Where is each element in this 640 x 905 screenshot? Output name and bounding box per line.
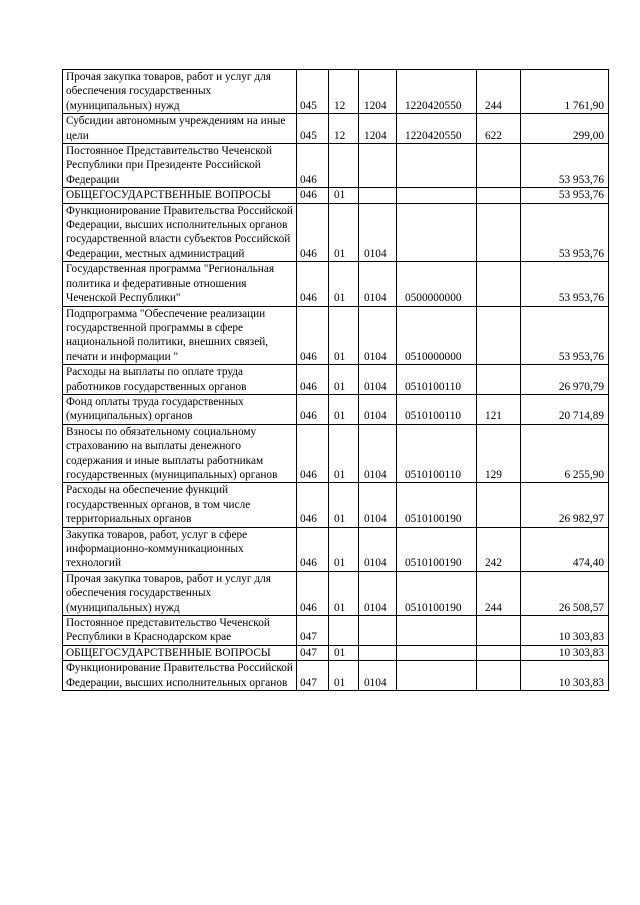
row-grbs-code: 046 — [297, 188, 329, 203]
table-row — [63, 424, 609, 483]
row-subsection-code: 0104 — [359, 424, 397, 483]
row-amount: 53 953,76 — [521, 144, 609, 188]
row-expense-type-code — [477, 483, 521, 527]
row-target-code: 0510100190 — [397, 483, 477, 527]
row-section-code: 01 — [329, 306, 359, 365]
row-amount: 299,00 — [521, 114, 609, 144]
table-row — [63, 365, 609, 395]
row-description: Функционирование Правительства Российской Федерации, высших исполнительных органов государственной власти субъектов Российской Федерации, местных администраций — [63, 203, 297, 262]
row-section-code: 01 — [329, 203, 359, 262]
row-section-code: 01 — [329, 424, 359, 483]
row-section-code — [329, 616, 359, 646]
table-row — [63, 70, 609, 114]
row-expense-type-code: 622 — [477, 114, 521, 144]
row-expense-type-code — [477, 661, 521, 691]
row-target-code: 1220420550 — [397, 114, 477, 144]
row-grbs-code: 046 — [297, 365, 329, 395]
row-subsection-code: 0104 — [359, 365, 397, 395]
row-amount: 53 953,76 — [521, 188, 609, 203]
row-amount: 10 303,83 — [521, 661, 609, 691]
row-subsection-code: 0104 — [359, 527, 397, 571]
table-row — [63, 188, 609, 203]
row-description: Закупка товаров, работ, услуг в сфере информационно-коммуникационных технологий — [63, 527, 297, 571]
row-expense-type-code — [477, 203, 521, 262]
row-grbs-code: 046 — [297, 144, 329, 188]
row-expense-type-code — [477, 645, 521, 660]
row-subsection-code: 0104 — [359, 571, 397, 615]
row-amount: 474,40 — [521, 527, 609, 571]
row-subsection-code — [359, 616, 397, 646]
row-target-code — [397, 188, 477, 203]
row-description: Субсидии автономным учреждениям на иные цели — [63, 114, 297, 144]
table-row — [63, 483, 609, 527]
row-section-code: 01 — [329, 394, 359, 424]
row-section-code: 01 — [329, 262, 359, 306]
row-expense-type-code: 121 — [477, 394, 521, 424]
row-target-code — [397, 203, 477, 262]
row-section-code: 01 — [329, 645, 359, 660]
row-target-code: 0510000000 — [397, 306, 477, 365]
row-expense-type-code — [477, 616, 521, 646]
row-amount: 6 255,90 — [521, 424, 609, 483]
row-target-code: 0510100190 — [397, 571, 477, 615]
row-description: Расходы на выплаты по оплате труда работников государственных органов — [63, 365, 297, 395]
row-expense-type-code: 129 — [477, 424, 521, 483]
budget-table — [62, 69, 609, 691]
row-description: Функционирование Правительства Российской Федерации, высших исполнительных органов — [63, 661, 297, 691]
row-subsection-code — [359, 645, 397, 660]
row-amount: 53 953,76 — [521, 262, 609, 306]
table-row — [63, 306, 609, 365]
row-subsection-code: 1204 — [359, 114, 397, 144]
row-description: ОБЩЕГОСУДАРСТВЕННЫЕ ВОПРОСЫ — [63, 188, 297, 203]
row-section-code: 01 — [329, 527, 359, 571]
table-row — [63, 262, 609, 306]
table-body — [63, 70, 609, 691]
row-subsection-code: 0104 — [359, 661, 397, 691]
row-grbs-code: 046 — [297, 203, 329, 262]
row-expense-type-code: 242 — [477, 527, 521, 571]
table-row — [63, 616, 609, 646]
row-expense-type-code — [477, 144, 521, 188]
row-amount: 53 953,76 — [521, 203, 609, 262]
row-target-code — [397, 661, 477, 691]
table-row — [63, 394, 609, 424]
row-target-code: 0510100110 — [397, 365, 477, 395]
row-description: Взносы по обязательному социальному страхованию на выплаты денежного содержания и иные выплаты работникам государственных (муниципальных) органов — [63, 424, 297, 483]
table-row — [63, 645, 609, 660]
row-amount: 10 303,83 — [521, 645, 609, 660]
row-grbs-code: 046 — [297, 571, 329, 615]
row-subsection-code: 0104 — [359, 203, 397, 262]
row-expense-type-code — [477, 188, 521, 203]
row-amount: 26 982,97 — [521, 483, 609, 527]
row-amount: 10 303,83 — [521, 616, 609, 646]
row-description: Постоянное представительство Чеченской Республики в Краснодарском крае — [63, 616, 297, 646]
row-description: Расходы на обеспечение функций государственных органов, в том числе территориальных органов — [63, 483, 297, 527]
row-description: Государственная программа "Региональная политика и федеративные отношения Чеченской Республики" — [63, 262, 297, 306]
row-amount: 53 953,76 — [521, 306, 609, 365]
row-amount: 26 508,57 — [521, 571, 609, 615]
row-section-code: 01 — [329, 365, 359, 395]
row-subsection-code — [359, 188, 397, 203]
row-target-code: 0500000000 — [397, 262, 477, 306]
row-description: Подпрограмма "Обеспечение реализации государственной программы в сфере национальной политики, внешних связей, печати и информации " — [63, 306, 297, 365]
row-target-code: 0510100190 — [397, 527, 477, 571]
table-row — [63, 661, 609, 691]
row-subsection-code: 1204 — [359, 70, 397, 114]
row-target-code — [397, 616, 477, 646]
row-target-code — [397, 144, 477, 188]
row-grbs-code: 046 — [297, 424, 329, 483]
row-section-code: 01 — [329, 571, 359, 615]
table-row — [63, 527, 609, 571]
row-amount: 1 761,90 — [521, 70, 609, 114]
row-amount: 20 714,89 — [521, 394, 609, 424]
row-description: Прочая закупка товаров, работ и услуг для обеспечения государственных (муниципальных) нужд — [63, 70, 297, 114]
row-subsection-code: 0104 — [359, 394, 397, 424]
row-subsection-code: 0104 — [359, 306, 397, 365]
row-target-code: 1220420550 — [397, 70, 477, 114]
row-grbs-code: 047 — [297, 616, 329, 646]
row-subsection-code: 0104 — [359, 262, 397, 306]
row-section-code: 12 — [329, 70, 359, 114]
row-expense-type-code — [477, 306, 521, 365]
row-grbs-code: 045 — [297, 70, 329, 114]
row-section-code — [329, 144, 359, 188]
row-grbs-code: 047 — [297, 661, 329, 691]
table-row — [63, 571, 609, 615]
row-grbs-code: 046 — [297, 306, 329, 365]
row-grbs-code: 046 — [297, 483, 329, 527]
row-expense-type-code: 244 — [477, 70, 521, 114]
row-grbs-code: 045 — [297, 114, 329, 144]
row-section-code: 01 — [329, 188, 359, 203]
row-subsection-code — [359, 144, 397, 188]
row-section-code: 12 — [329, 114, 359, 144]
row-grbs-code: 046 — [297, 262, 329, 306]
row-description: Постоянное Представительство Чеченской Республики при Президенте Российской Федерации — [63, 144, 297, 188]
row-description: Фонд оплаты труда государственных (муниципальных) органов — [63, 394, 297, 424]
row-section-code: 01 — [329, 661, 359, 691]
row-expense-type-code — [477, 365, 521, 395]
row-target-code: 0510100110 — [397, 424, 477, 483]
table-row — [63, 203, 609, 262]
row-subsection-code: 0104 — [359, 483, 397, 527]
row-section-code: 01 — [329, 483, 359, 527]
row-grbs-code: 046 — [297, 527, 329, 571]
row-description: Прочая закупка товаров, работ и услуг для обеспечения государственных (муниципальных) нужд — [63, 571, 297, 615]
row-target-code — [397, 645, 477, 660]
row-amount: 26 970,79 — [521, 365, 609, 395]
row-grbs-code: 047 — [297, 645, 329, 660]
row-description: ОБЩЕГОСУДАРСТВЕННЫЕ ВОПРОСЫ — [63, 645, 297, 660]
table-row — [63, 114, 609, 144]
table-row — [63, 144, 609, 188]
row-grbs-code: 046 — [297, 394, 329, 424]
row-expense-type-code — [477, 262, 521, 306]
row-target-code: 0510100110 — [397, 394, 477, 424]
row-expense-type-code: 244 — [477, 571, 521, 615]
